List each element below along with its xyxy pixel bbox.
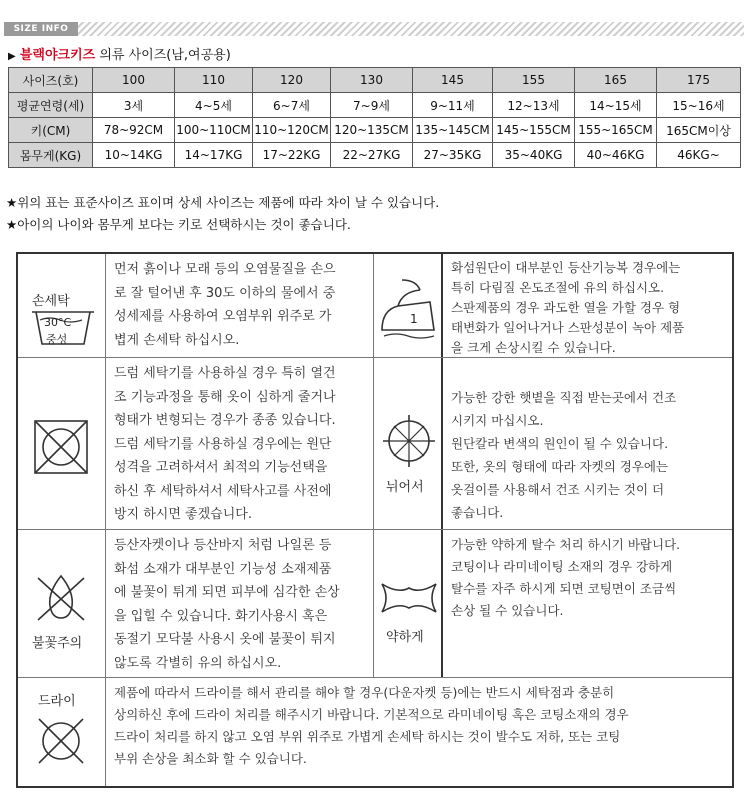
text-line: 좋습니다. [451, 505, 504, 520]
text-line: 동절기 모닥불 사용시 옷에 불꽃이 튀지 [114, 632, 336, 647]
table-cell: 7~9세 [331, 93, 413, 118]
header-cell: 130 [331, 68, 413, 93]
text-line: 하신 후 세탁하셔서 세탁사고를 사전에 [114, 483, 332, 499]
no-tumble-dry-icon-cell [18, 358, 106, 530]
size-table-header-row [9, 68, 741, 93]
table-cell: 155~165CM [575, 118, 657, 143]
text-line: 또한, 옷의 형태에 따라 자켓의 경우에는 [451, 459, 669, 474]
table-cell: 6~7세 [253, 93, 331, 118]
text-line: 옷걸이를 사용해서 건조 시키는 것이 더 [451, 482, 665, 497]
table-cell: 165CM이상 [657, 118, 741, 143]
no-dry-clean-icon [34, 714, 88, 768]
table-cell: 4~5세 [175, 93, 253, 118]
note-line: ★아이의 나이와 몸무게 보다는 키로 선택하시는 것이 좋습니다. [6, 217, 351, 232]
weak-spin-icon [378, 580, 440, 616]
iron-number: 1 [410, 312, 418, 326]
shade-dry-icon [382, 414, 436, 468]
text-line: 특히 다림질 온도조절에 유의 하십시오. [451, 280, 665, 295]
table-row [9, 118, 741, 143]
text-line: 드럼 세탁기를 사용하실 경우 특히 열건 [114, 366, 336, 381]
size-notes [6, 192, 439, 236]
table-cell: 78~92CM [93, 118, 175, 143]
text-line: 을 입힐 수 있습니다. 화기사용시 혹은 [114, 608, 328, 624]
header-cell: 110 [175, 68, 253, 93]
table-cell: 27~35KG [413, 143, 493, 168]
table-cell: 120~135CM [331, 118, 413, 143]
table-cell: 15~16세 [657, 93, 741, 118]
header-cell: 175 [657, 68, 741, 93]
hand-wash-sub: 중성 [46, 333, 68, 346]
table-cell: 14~17KG [175, 143, 253, 168]
care-instructions-box [16, 252, 734, 788]
text-line: 화섬원단이 대부분인 등산기능복 경우에는 [451, 260, 681, 275]
text-line: 탈수를 자주 하시게 되면 코팅면이 조금씩 [451, 581, 677, 596]
hand-wash-icon-cell [18, 254, 106, 358]
no-tumble-dry-icon [32, 418, 90, 476]
shade-dry-label: 뉘어서 [386, 480, 424, 495]
text-line: 먼저 흙이나 모래 등의 오염물질을 손으 [114, 262, 336, 277]
text-line: 상의하신 후에 드라이 처리를 해주시기 바랍니다. 기본적으로 라미네이팅 혹은 코팅소재의 경우 [114, 707, 629, 722]
table-cell: 22~27KG [331, 143, 413, 168]
hand-wash-temp: 30°C [44, 316, 72, 329]
text-line: 않도록 각별히 유의 하십시오. [114, 655, 282, 671]
size-info-header-bar [4, 22, 744, 36]
hand-wash-label: 손세탁 [32, 294, 70, 309]
iron-icon-cell [373, 254, 443, 358]
size-info-label: SIZE INFO [4, 22, 78, 36]
text-line: 부위 손상을 최소화 할 수 있습니다. [114, 751, 307, 766]
text-line: 가능한 강한 햇볕을 직접 받는곳에서 건조 [451, 390, 677, 405]
brand-subtitle: 의류 사이즈(남,여공용) [99, 48, 231, 63]
shade-dry-icon-cell [373, 358, 443, 530]
size-table [8, 67, 741, 168]
table-cell: 9~11세 [413, 93, 493, 118]
table-cell: 46KG~ [657, 143, 741, 168]
table-cell: 110~120CM [253, 118, 331, 143]
text-line: 드럼 세탁기를 사용하실 경우에는 원단 [114, 436, 332, 452]
fire-caution-icon-cell [18, 530, 106, 678]
text-line: 시키지 마십시오. [451, 413, 544, 428]
iron-icon [378, 276, 440, 340]
iron-text [443, 254, 732, 358]
text-line: 성격을 고려하셔서 최적의 기능선택을 [114, 460, 328, 475]
table-cell: 17~22KG [253, 143, 331, 168]
weak-spin-icon-cell [373, 530, 443, 678]
table-row [9, 93, 741, 118]
header-cell: 120 [253, 68, 331, 93]
note-line: ★위의 표는 표준사이즈 표이며 상세 사이즈는 제품에 따라 차이 날 수 있습니다. [6, 195, 440, 210]
text-line: 화섬 소재가 대부분인 기능성 소재제품 [114, 561, 332, 577]
row-header-cell: 평균연령(세) [9, 93, 93, 118]
text-line: 제품에 따라서 드라이를 해서 관리를 해야 할 경우(다운자켓 등)에는 반드시 세탁점과 충분히 [114, 685, 615, 700]
fire-caution-icon [34, 570, 88, 624]
text-line: 스판제품의 경우 과도한 열을 가할 경우 형 [451, 300, 681, 315]
table-row [9, 143, 741, 168]
dry-clean-icon-cell [18, 678, 106, 786]
dry-clean-label: 드라이 [38, 694, 76, 709]
text-line: 태변화가 일어나거나 스판성분이 녹아 제품 [451, 320, 685, 335]
header-cell: 사이즈(호) [9, 68, 93, 93]
brand-line [8, 44, 231, 63]
header-cell: 100 [93, 68, 175, 93]
header-cell: 145 [413, 68, 493, 93]
text-line: 가능한 약하게 탈수 처리 하시기 바랍니다. [451, 537, 681, 552]
table-cell: 35~40KG [493, 143, 575, 168]
table-cell: 100~110CM [175, 118, 253, 143]
header-cell: 165 [575, 68, 657, 93]
dry-clean-text [106, 678, 732, 786]
table-cell: 145~155CM [493, 118, 575, 143]
row-header-cell: 몸무게(KG) [9, 143, 93, 168]
text-line: 성세제를 사용하여 오염부위 위주로 가 [114, 309, 332, 324]
text-line: 조 기능과정을 통해 옷이 심하게 줄거나 [114, 389, 336, 405]
text-line: 방지 하시면 좋겠습니다. [114, 507, 252, 522]
table-cell: 14~15세 [575, 93, 657, 118]
text-line: 볍게 손세탁 하십시오. [114, 332, 240, 348]
row-header-cell: 키(CM) [9, 118, 93, 143]
shade-dry-text [443, 358, 732, 530]
table-cell: 10~14KG [93, 143, 175, 168]
header-cell: 155 [493, 68, 575, 93]
weak-spin-text [443, 530, 732, 678]
text-line: 손상 될 수 있습니다. [451, 603, 564, 618]
brand-name: 블랙야크키즈 [19, 48, 96, 63]
weak-spin-label: 약하게 [386, 630, 424, 645]
text-line: 에 불꽃이 튀게 되면 피부에 심각한 손상 [114, 585, 340, 600]
table-cell: 135~145CM [413, 118, 493, 143]
text-line: 원단칼라 변색의 원인이 될 수 있습니다. [451, 436, 669, 451]
text-line: 형태가 변형되는 경우가 종종 있습니다. [114, 413, 336, 428]
text-line: 등산자켓이나 등산바지 처럼 나일론 등 [114, 538, 332, 553]
table-cell: 3세 [93, 93, 175, 118]
arrow-icon: ▶ [8, 51, 16, 62]
text-line: 드라이 처리를 하지 않고 오염 부위 위주로 가볍게 손세탁 하시는 것이 발수도 저하, 또는 코팅 [114, 729, 621, 744]
table-cell: 12~13세 [493, 93, 575, 118]
text-line: 을 크게 손상시킬 수 있습니다. [451, 340, 616, 355]
fire-caution-label: 불꽃주의 [32, 636, 83, 651]
table-cell: 40~46KG [575, 143, 657, 168]
text-line: 로 잘 털어낸 후 30도 이하의 물에서 중 [114, 285, 336, 301]
text-line: 코팅이나 라미네이팅 소재의 경우 강하게 [451, 559, 673, 574]
